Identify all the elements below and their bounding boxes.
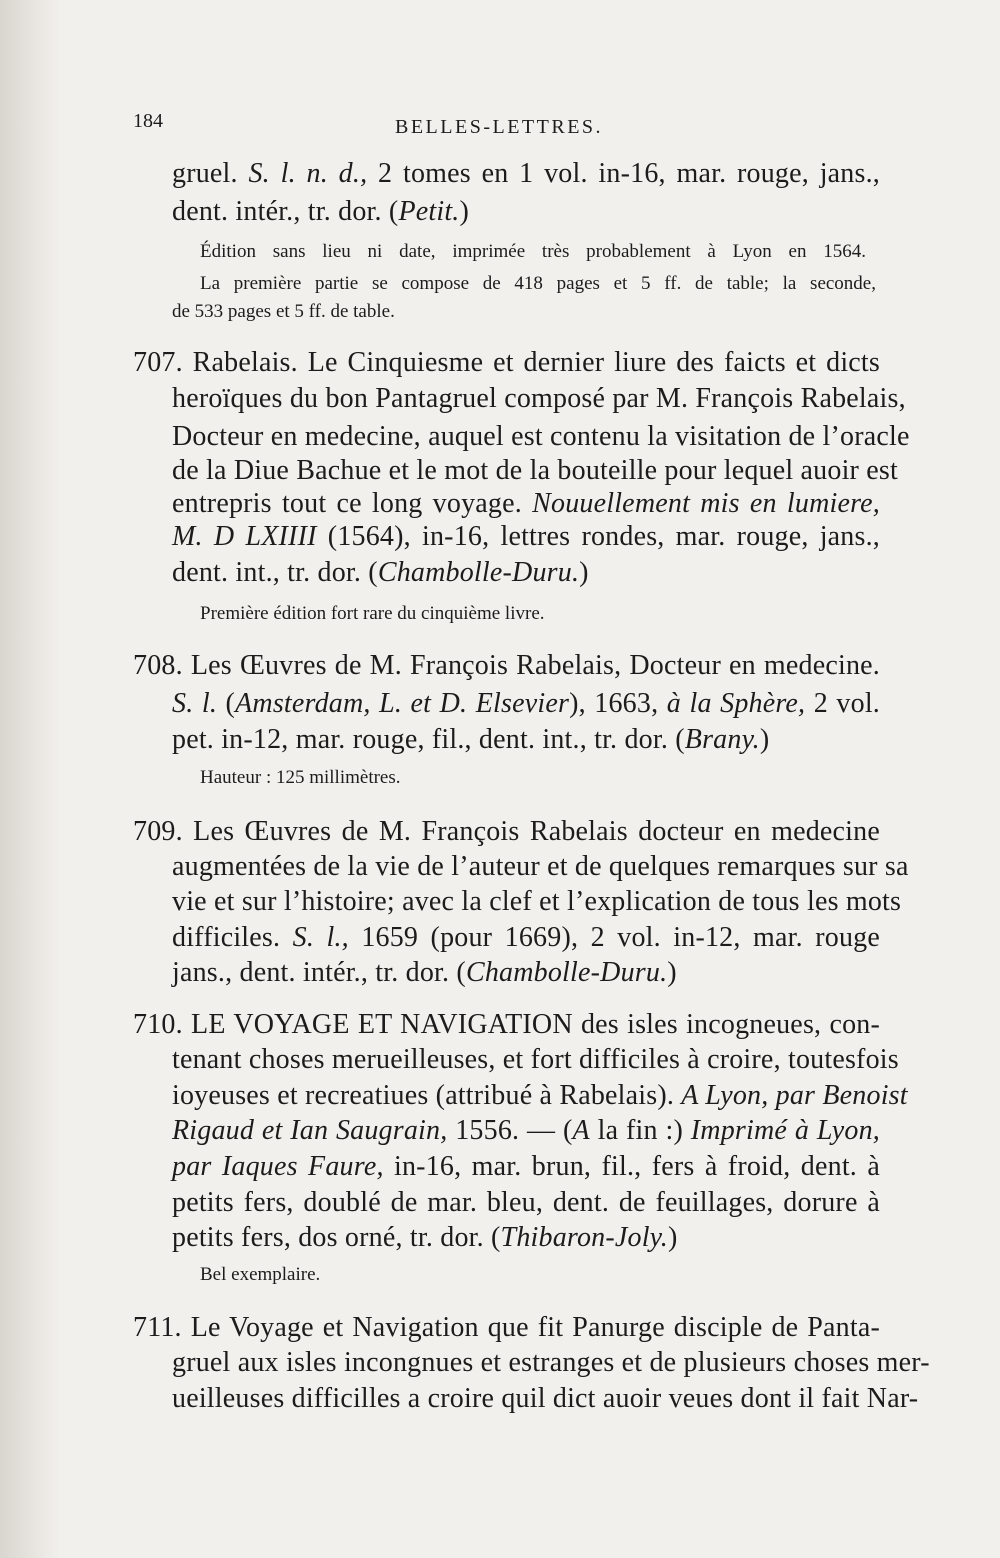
text-segment: heroïques du bon Pantagruel composé par M. François Rabelais, [172, 383, 906, 414]
text-segment: ( [217, 688, 236, 719]
text-segment: pet. in-12, mar. rouge, fil., dent. int., tr. dor. ( [172, 724, 685, 755]
text-segment: 1556. — ( [447, 1115, 573, 1146]
text-segment: augmentées de la vie de l’auteur et de quelques remarques sur sa [172, 851, 909, 882]
text-segment: ueilleuses difficilles a croire quil dict auoir veues dont il fait Nar- [172, 1383, 919, 1414]
note-line [172, 301, 444, 323]
text-segment: 708. Les Œuvres de M. François Rabelais, Docteur en medecine. [133, 650, 880, 681]
text-segment: ) [667, 1222, 678, 1253]
entry-line [133, 1009, 880, 1041]
note-line [200, 273, 876, 295]
italic-text: Rigaud et Ian Saugrain, [172, 1115, 448, 1146]
entry-line [172, 724, 770, 756]
running-title: BELLES-LETTRES. [395, 116, 604, 138]
text-segment: 710. LE VOYAGE ET NAVIGATION des isles incogneues, con- [133, 1009, 880, 1040]
italic-text: par Iaques Faure, [172, 1151, 384, 1182]
text-segment: 711. Le Voyage et Navigation que fit Panurge disciple de Panta- [133, 1312, 880, 1343]
text-segment: de la Diue Bachue et le mot de la bouteille pour lequel auoir est [172, 455, 898, 486]
entry-line [172, 455, 898, 487]
italic-text: S. l. [172, 688, 218, 719]
entry-line [172, 196, 492, 228]
text-segment: vie et sur l’histoire; avec la clef et l’explication de tous les mots [172, 886, 902, 917]
text-segment: dent. int., tr. dor. ( [172, 557, 378, 588]
italic-text: S. l. n. d., [248, 158, 368, 189]
entry-line [133, 816, 880, 848]
entry-line [133, 347, 880, 379]
italic-text: S. l., [292, 922, 349, 953]
entry-line [172, 421, 910, 453]
text-segment: La première partie se compose de 418 pages et 5 ff. de table; la seconde, [200, 273, 876, 294]
text-segment: Édition sans lieu ni date, imprimée très probablement à Lyon en 1564. [200, 241, 866, 262]
entry-line [172, 383, 906, 415]
text-segment: ioyeuses et recreatiues (attribué à Rabelais). [172, 1080, 682, 1111]
text-segment: 2 tomes en 1 vol. in-16, mar. rouge, jans., [367, 158, 880, 189]
italic-text: Nouuellement mis en lumiere, [532, 488, 881, 519]
italic-text: A [572, 1115, 590, 1146]
italic-text: Thibaron-Joly. [500, 1222, 668, 1253]
text-segment: petits fers, doublé de mar. bleu, dent. de feuillages, dorure à [172, 1187, 880, 1218]
italic-text: Amsterdam, L. et D. Elsevier [235, 688, 570, 719]
entry-line [172, 1044, 899, 1076]
text-segment: 1659 (pour 1669), 2 vol. in-12, mar. rouge [348, 922, 880, 953]
entry-line [172, 158, 880, 190]
entry-line [172, 922, 880, 954]
italic-text: Chambolle-Duru. [377, 557, 580, 588]
italic-text: Brany. [684, 724, 760, 755]
note-line [200, 241, 866, 263]
note-line [200, 767, 446, 789]
text-segment: ) [667, 957, 677, 988]
text-segment: 709. Les Œuvres de M. François Rabelais docteur en medecine [133, 816, 880, 847]
entry-line [133, 1312, 880, 1344]
text-segment: Hauteur : 125 millimètres. [200, 767, 401, 788]
text-segment: tenant choses merueilleuses, et fort difficiles à croire, toutesfois [172, 1044, 899, 1075]
entry-line [172, 1115, 880, 1147]
text-segment: in-16, mar. brun, fil., fers à froid, dent. à [383, 1151, 880, 1182]
text-segment: entrepris tout ce long voyage. [172, 488, 533, 519]
entry-line [172, 488, 880, 520]
entry-line [172, 557, 612, 589]
text-segment: 707. Rabelais. Le Cinquiesme et dernier liure des faicts et dicts [133, 347, 880, 378]
entry-line [172, 1222, 692, 1254]
italic-text: à la Sphère, [666, 688, 806, 719]
entry-line [172, 1080, 908, 1112]
text-segment: Première édition fort rare du cinquième livre. [200, 603, 545, 624]
entry-line [133, 650, 880, 682]
entry-line [172, 851, 909, 883]
note-line [200, 603, 628, 625]
text-segment: ) [459, 196, 470, 227]
entry-line [172, 688, 880, 720]
entry-line [172, 521, 880, 553]
text-segment: jans., dent. intér., tr. dor. ( [172, 957, 466, 988]
text-segment: ), 1663, [569, 688, 667, 719]
text-segment: Bel exemplaire. [200, 1264, 321, 1285]
text-segment: ) [759, 724, 770, 755]
text-segment: de 533 pages et 5 ff. de table. [172, 301, 395, 322]
text-segment: la fin :) [589, 1115, 691, 1146]
entry-line [172, 1383, 919, 1415]
entry-line [172, 957, 706, 989]
text-segment: gruel aux isles incongnues et estranges et de plusieurs choses mer- [172, 1347, 930, 1378]
text-segment: (1564), in-16, lettres rondes, mar. rouge, jans., [316, 521, 881, 552]
text-segment: petits fers, dos orné, tr. dor. ( [172, 1222, 501, 1253]
text-segment: difficiles. [172, 922, 293, 953]
entry-line [172, 1347, 930, 1379]
entry-line [172, 1151, 880, 1183]
entry-line [172, 886, 902, 918]
italic-text: Imprimé à Lyon, [690, 1115, 880, 1146]
note-line [200, 1264, 342, 1286]
italic-text: Chambolle-Duru. [465, 957, 668, 988]
text-segment: Docteur en medecine, auquel est contenu la visitation de l’oracle [172, 421, 910, 452]
italic-text: A Lyon, par Benoist [681, 1080, 908, 1111]
text-segment: ) [579, 557, 589, 588]
entry-line [172, 1187, 880, 1219]
gutter-shadow [0, 0, 60, 1558]
italic-text: M. D LXIIII [172, 521, 317, 552]
text-segment: 2 vol. [805, 688, 880, 719]
text-segment: gruel. [172, 158, 249, 189]
italic-text: Petit. [398, 196, 460, 227]
page-number: 184 [133, 110, 163, 132]
text-segment: dent. intér., tr. dor. ( [172, 196, 399, 227]
